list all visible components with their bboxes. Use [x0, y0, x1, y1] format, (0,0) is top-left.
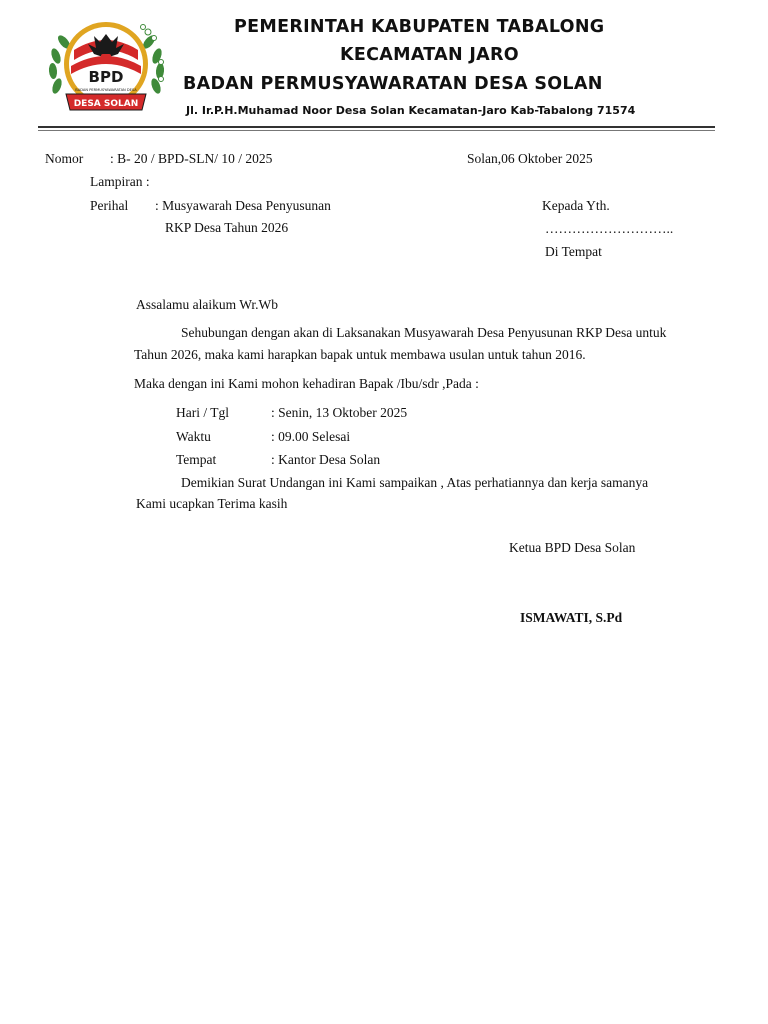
perihal-value-2: RKP Desa Tahun 2026 — [165, 220, 289, 235]
header-line1: PEMERINTAH KABUPATEN TABALONG — [234, 17, 605, 37]
header-address: Jl. Ir.P.H.Muhamad Noor Desa Solan Kecamatan-Jaro Kab-Tabalong 71574 — [186, 104, 636, 117]
detail-label-hari: Hari / Tgl — [176, 405, 229, 420]
header-rule-thin — [38, 130, 715, 131]
nomor-label: Nomor — [45, 151, 84, 166]
svg-text:BPD: BPD — [88, 68, 124, 86]
detail-label-tempat: Tempat — [176, 452, 217, 467]
signatory-name: ISMAWATI, S.Pd — [520, 610, 623, 625]
detail-value-hari: : Senin, 13 Oktober 2025 — [271, 405, 408, 420]
recipient-line2: ……………………….. — [545, 221, 674, 236]
greeting: Assalamu alaikum Wr.Wb — [136, 297, 279, 312]
lampiran-label: Lampiran : — [90, 174, 150, 189]
place-date: Solan,06 Oktober 2025 — [467, 151, 593, 166]
detail-label-waktu: Waktu — [176, 429, 211, 444]
closing-line2: Kami ucapkan Terima kasih — [136, 496, 288, 511]
detail-value-waktu: : 09.00 Selesai — [271, 429, 351, 444]
nomor-value: : B- 20 / BPD-SLN/ 10 / 2025 — [110, 151, 273, 166]
svg-text:DESA SOLAN: DESA SOLAN — [73, 99, 139, 109]
svg-text:BADAN PERMUSYAWARATAN DESA: BADAN PERMUSYAWARATAN DESA — [75, 88, 137, 92]
paragraph1-line2: Tahun 2026, maka kami harapkan bapak untuk membawa usulan untuk tahun 2016. — [134, 347, 586, 362]
signatory-title: Ketua BPD Desa Solan — [509, 540, 636, 555]
bpd-emblem-icon — [44, 16, 170, 114]
recipient-line3: Di Tempat — [545, 244, 602, 259]
bpd-logo — [44, 16, 170, 114]
header-line3: BADAN PERMUSYAWARATAN DESA SOLAN — [183, 74, 603, 94]
perihal-label: Perihal — [90, 198, 129, 213]
detail-value-tempat: : Kantor Desa Solan — [271, 452, 381, 467]
closing-line1: Demikian Surat Undangan ini Kami sampaikan , Atas perhatiannya dan kerja samanya — [181, 475, 649, 490]
perihal-value-1: : Musyawarah Desa Penyusunan — [155, 198, 331, 213]
paragraph2: Maka dengan ini Kami mohon kehadiran Bapak /Ibu/sdr ,Pada : — [134, 376, 479, 391]
paragraph1-line1: Sehubungan dengan akan di Laksanakan Musyawarah Desa Penyusunan RKP Desa untuk — [181, 325, 667, 340]
header-rule-thick — [38, 126, 715, 128]
header-line2: KECAMATAN JARO — [340, 45, 519, 65]
recipient-line1: Kepada Yth. — [542, 198, 610, 213]
